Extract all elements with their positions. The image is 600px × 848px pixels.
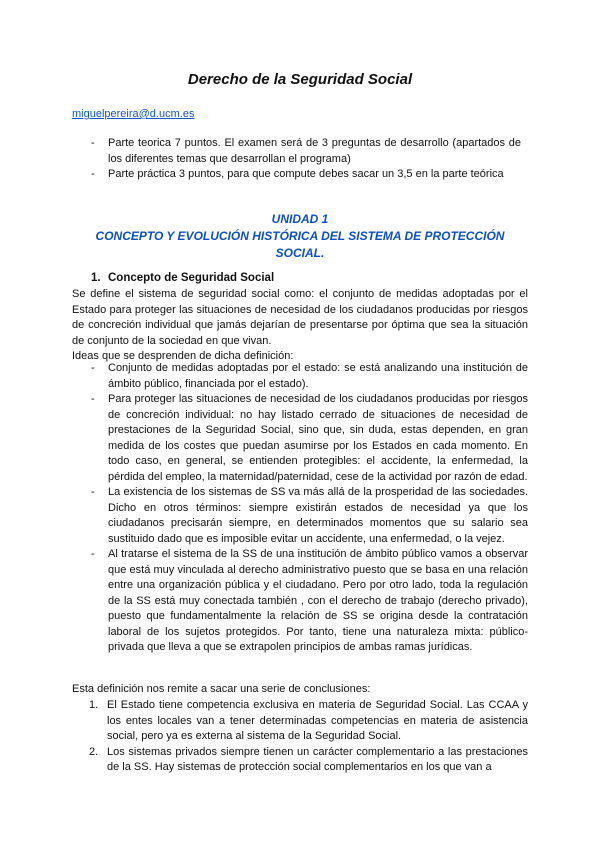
section-number: 1. <box>91 272 101 284</box>
list-item: - Parte teorica 7 puntos. El examen será de 3 preguntas de desarrollo (apartados de los diferentes temas que desarrollan el programa) <box>91 136 521 167</box>
definition-paragraph: Se define el sistema de seguridad social como: el conjunto de medidas adoptadas por el Estado para proteger las situaciones de necesidad de los ciudadanos producidas por riesgos de concreción individual que jamás dejarían de presentarse por óptima que sea la situación de conjunto de la sociedad en que vivan. <box>72 288 528 347</box>
unit-label: UNIDAD 1 <box>271 212 329 226</box>
conclusions-intro: Esta definición nos remite a sacar una serie de conclusiones: <box>72 683 371 695</box>
section-heading <box>91 272 274 284</box>
list-item: - Conjunto de medidas adoptadas por el estado: se está analizando una institución de ámbito público, financiada por el estado). <box>91 361 528 392</box>
list-item <box>89 698 528 745</box>
exam-info-list <box>91 136 521 183</box>
list-text: Los sistemas privados siempre tienen un carácter complementario a las prestaciones de la SS. Hay sistemas de protección social complementarios en los que van a <box>107 745 528 773</box>
conclusions-list <box>89 698 528 776</box>
list-number: 1. <box>89 699 99 711</box>
ideas-list <box>91 361 528 656</box>
list-item: - La existencia de los sistemas de SS va más allá de la prosperidad de las sociedades. Dicho en otros términos: siempre existirán estados de necesidad ya que los ciudadanos precisarán siempre, en determinados momentos que su salario sea sustituido dado que es imposible evitar un accidente, una enfermedad, o la vejez. <box>91 485 528 547</box>
list-item: - Para proteger las situaciones de necesidad de los ciudadanos producidas por riesgos de concreción individual: no hay listado cerrado de situaciones de necesidad de prestaciones de la Seguridad Social, sino que, sin duda, estas dependen, en gran medida de los costes que puedan asumirse por los Estados en cada momento. En todo caso, en general, se entienden protegibles: el accidente, la enfermedad, la pérdida del empleo, la maternidad/paternidad, cese de la actividad por razón de edad. <box>91 392 528 485</box>
list-item: - Al tratarse el sistema de la SS de una institución de ámbito público vamos a observar que está muy vinculada al derecho administrativo puesto que se basa en una relación entre una organización pública y el ciudadano. Pero por otro lado, toda la regulación de la SS está muy conectada también , con el derecho de trabajo (derecho privado), puesto que fundamentalmente la relación de SS se origina desde la contratación laboral de los sujetos protegidos. Por tanto, tiene una naturaleza mixta: público-privada que lleva a que se extrapolen principios de ambas ramas jurídicas. <box>91 547 528 656</box>
unit-heading <box>72 211 528 262</box>
list-number: 2. <box>89 745 99 758</box>
unit-title: CONCEPTO Y EVOLUCIÓN HISTÓRICA DEL SISTEMA DE PROTECCIÓN SOCIAL. <box>95 229 505 260</box>
definition-block <box>72 287 528 365</box>
list-item: - Parte práctica 3 puntos, para que compute debes sacar un 3,5 en la parte teórica <box>91 167 521 183</box>
list-text: El Estado tiene competencia exclusiva en materia de Seguridad Social. Las CCAA y los entes locales van a tener determinadas competencias en materia de asistencia social, pero ya es externa al sistema de la Seguridad Social. <box>107 699 528 742</box>
list-item <box>89 745 528 776</box>
ideas-intro: Ideas que se desprenden de dicha definición: <box>72 350 294 362</box>
section-title: Concepto de Seguridad Social <box>108 272 275 284</box>
email-link[interactable]: miguelpereira@d.ucm.es <box>72 108 195 120</box>
document-title: Derecho de la Seguridad Social <box>187 71 413 88</box>
